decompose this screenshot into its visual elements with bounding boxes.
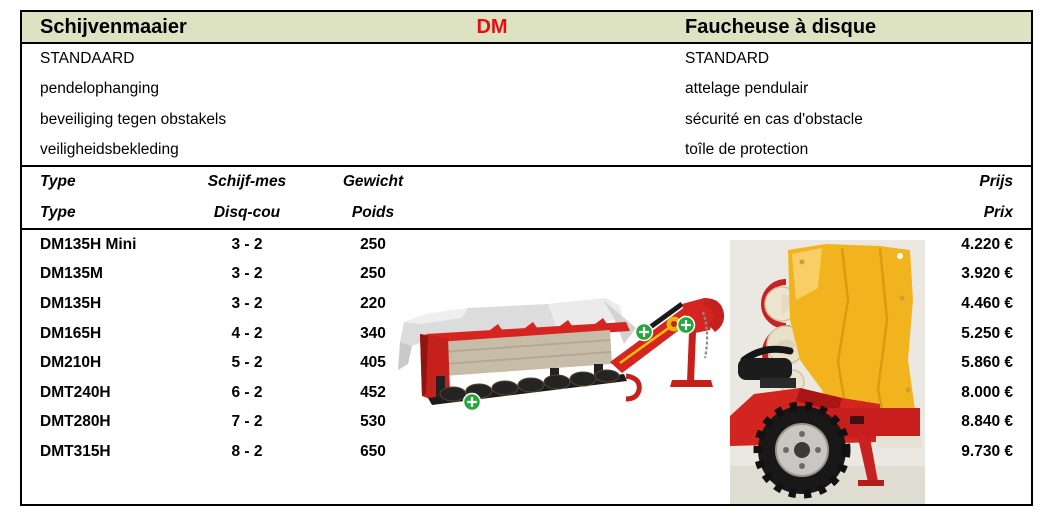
green-badge-icon — [636, 324, 653, 341]
parking-stand — [670, 332, 713, 387]
col-disc-fr: Disq-cou — [213, 203, 281, 221]
cell-type: DMT280H — [40, 413, 111, 431]
cell-disc-knife: 3 - 2 — [231, 265, 263, 283]
cell-type: DM135H Mini — [40, 235, 137, 253]
col-weight-fr: Poids — [351, 203, 395, 221]
header-row-fr — [22, 198, 1031, 229]
cell-price: 8.000 € — [961, 383, 1013, 401]
feature-fr: sécurité en cas d'obstacle — [685, 110, 863, 128]
green-badge-icon — [678, 317, 695, 334]
feature-row — [22, 135, 1031, 165]
feature-row — [22, 74, 1031, 104]
hitch-hook — [626, 376, 639, 399]
cell-disc-knife: 5 - 2 — [231, 354, 263, 372]
features-section — [22, 44, 1031, 167]
cell-type: DMT315H — [40, 442, 111, 460]
wheel — [758, 406, 846, 494]
cell-price: 3.920 € — [961, 265, 1013, 283]
feature-row — [22, 44, 1031, 74]
col-price-nl: Prijs — [979, 173, 1013, 191]
col-type-nl: Type — [40, 173, 76, 191]
cell-type: DM135H — [40, 294, 102, 312]
col-price-fr: Prix — [983, 203, 1013, 221]
table-header-section — [22, 167, 1031, 230]
cell-price: 5.250 € — [961, 324, 1013, 342]
header-row-nl — [22, 167, 1031, 198]
cell-weight: 250 — [360, 235, 386, 253]
col-weight-nl: Gewicht — [342, 173, 404, 191]
feature-nl: veiligheidsbekleding — [40, 140, 179, 158]
cell-type: DMT240H — [40, 383, 111, 401]
cell-disc-knife: 4 - 2 — [231, 324, 263, 342]
green-badge-icon — [464, 394, 481, 411]
cell-disc-knife: 6 - 2 — [231, 383, 263, 401]
cell-weight: 250 — [360, 265, 386, 283]
feature-fr: toîle de protection — [685, 140, 809, 158]
feature-nl: pendelophanging — [40, 80, 159, 98]
feature-nl: beveiliging tegen obstakels — [40, 110, 227, 128]
header-band — [22, 12, 1031, 44]
cell-weight: 220 — [360, 294, 386, 312]
tractor-photo-image — [730, 240, 925, 504]
feature-row — [22, 105, 1031, 135]
cell-weight: 340 — [360, 324, 386, 342]
cell-weight: 530 — [360, 413, 386, 431]
cell-disc-knife: 3 - 2 — [231, 294, 263, 312]
cell-disc-knife: 8 - 2 — [231, 442, 263, 460]
cell-price: 5.860 € — [961, 354, 1013, 372]
cell-weight: 405 — [360, 354, 386, 372]
feature-fr: attelage pendulair — [685, 80, 809, 98]
disc-mower-drawing-image — [398, 284, 728, 422]
col-disc-nl: Schijf-mes — [207, 173, 287, 191]
title-fr: Faucheuse à disque — [685, 16, 877, 38]
cell-type: DM135M — [40, 265, 103, 283]
cell-type: DM165H — [40, 324, 102, 342]
cell-type: DM210H — [40, 354, 102, 372]
feature-nl: STANDAARD — [40, 50, 135, 68]
feature-fr: STANDARD — [685, 50, 770, 68]
cell-disc-knife: 3 - 2 — [231, 235, 263, 253]
cell-price: 4.460 € — [961, 294, 1013, 312]
title-nl: Schijvenmaaier — [40, 16, 187, 38]
cutter-bar — [428, 370, 627, 405]
cell-price: 4.220 € — [961, 235, 1013, 253]
cell-weight: 452 — [360, 383, 386, 401]
cell-weight: 650 — [360, 442, 386, 460]
cell-price: 9.730 € — [961, 442, 1013, 460]
cell-disc-knife: 7 - 2 — [231, 413, 263, 431]
col-type-fr: Type — [40, 203, 76, 221]
model-code: DM — [476, 16, 508, 38]
cell-price: 8.840 € — [961, 413, 1013, 431]
